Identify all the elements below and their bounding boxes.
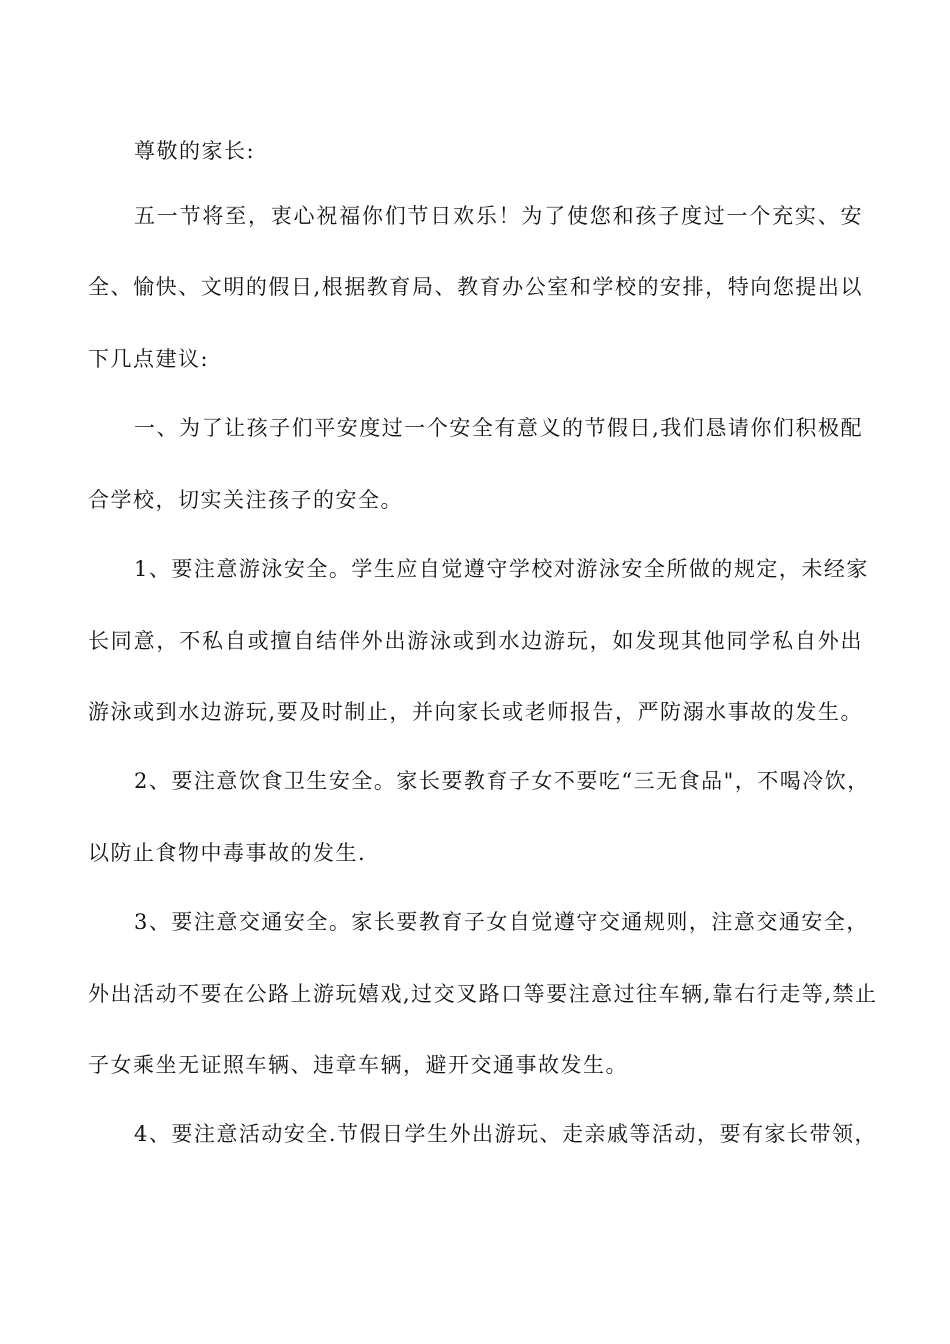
paragraph-line: 4、要注意活动安全.节假日学生外出游玩、走亲戚等活动，要有家长带领， (134, 1122, 878, 1146)
paragraph-line: 3、要注意交通安全。家长要教育子女自觉遵守交通规则，注意交通安全， (134, 910, 869, 934)
paragraph-line: 五一节将至，衷心祝福你们节日欢乐！为了使您和孩子度过一个充实、安 (134, 204, 863, 228)
paragraph-line: 以防止食物中毒事故的发生. (88, 841, 367, 865)
paragraph-line: 外出活动不要在公路上游玩嬉戏,过交叉路口等要注意过往车辆,靠右行走等,禁止 (88, 982, 878, 1006)
paragraph-line: 子女乘坐无证照车辆、违章车辆，避开交通事故发生。 (88, 1053, 628, 1077)
paragraph-line: 全、愉快、文明的假日,根据教育局、教育办公室和学校的安排，特向您提出以 (88, 275, 863, 299)
paragraph-line: 长同意，不私自或擅自结伴外出游泳或到水边游玩，如发现其他同学私自外出 (88, 629, 863, 653)
paragraph-line: 1、要注意游泳安全。学生应自觉遵守学校对游泳安全所做的规定，未经家 (134, 557, 869, 581)
paragraph-line: 一、为了让孩子们平安度过一个安全有意义的节假日,我们恳请你们积极配 (134, 416, 863, 440)
paragraph-line: 合学校，切实关注孩子的安全。 (88, 488, 403, 512)
salutation: 尊敬的家长: (134, 139, 256, 163)
paragraph-line: 下几点建议: (88, 347, 210, 371)
paragraph-line: 2、要注意饮食卫生安全。家长要教育子女不要吃“三无食品"，不喝冷饮， (134, 769, 870, 793)
paragraph-line: 游泳或到水边游玩,要及时制止，并向家长或老师报告，严防溺水事故的发生。 (88, 700, 863, 724)
